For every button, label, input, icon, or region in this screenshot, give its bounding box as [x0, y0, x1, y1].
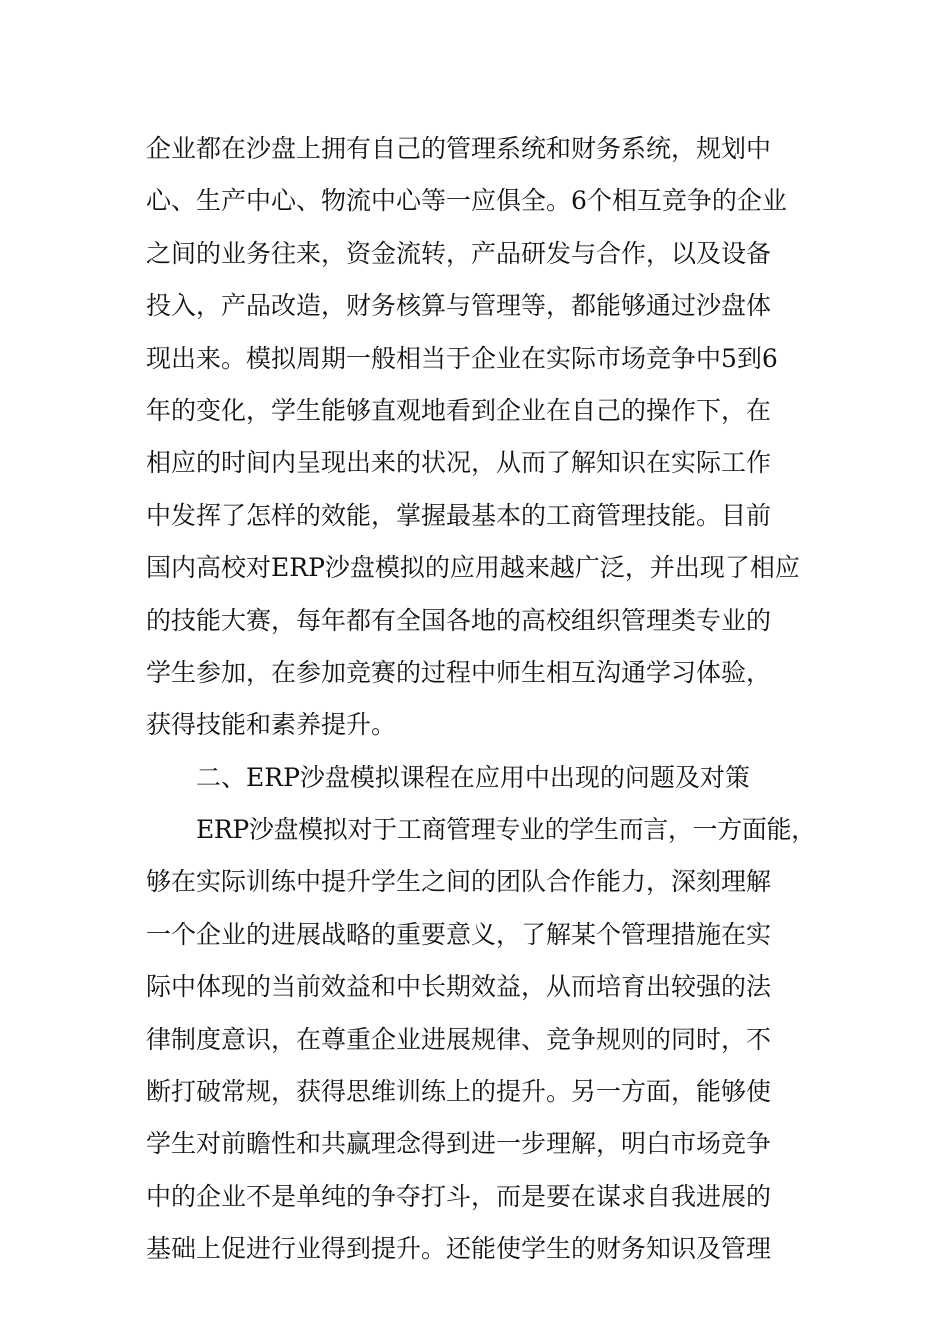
text-line: 一个企业的进展战略的重要意义，了解某个管理措施在实	[146, 919, 772, 949]
text-line: 律制度意识，在尊重企业进展规律、竞争规则的同时，不	[146, 1024, 772, 1054]
text-line: 企业都在沙盘上拥有自己的管理系统和财务系统，规划中	[146, 134, 772, 163]
text-line: 够在实际训练中提升学生之间的团队合作能力，深刻理解	[146, 867, 772, 897]
text-line: 投入，产品改造，财务核算与管理等，都能够通过沙盘体	[146, 291, 772, 321]
text-line: 际中体现的当前效益和中长期效益，从而培育出较强的法	[146, 972, 772, 1002]
text-line: 中的企业不是单纯的争夺打斗，而是要在谋求自我进展的	[146, 1181, 772, 1211]
text-line: 学生参加，在参加竞赛的过程中师生相互沟通学习体验，	[146, 657, 772, 687]
section-heading: 二、ERP沙盘模拟课程在应用中出现的问题及对策	[196, 762, 750, 792]
text-line: 之间的业务往来，资金流转，产品研发与合作，以及设备	[146, 238, 772, 268]
text-line: 获得技能和素养提升。	[146, 710, 397, 740]
text-line: 的技能大赛，每年都有全国各地的高校组织管理类专业的	[146, 605, 772, 635]
text-line: 学生对前瞻性和共赢理念得到进一步理解，明白市场竞争	[146, 1129, 772, 1159]
text-line: 相应的时间内呈现出来的状况，从而了解知识在实际工作	[146, 448, 772, 478]
text-line: 心、生产中心、物流中心等一应俱全。6个相互竞争的企业	[146, 186, 787, 216]
text-line: 现出来。模拟周期一般相当于企业在实际市场竞争中5到6	[146, 343, 778, 373]
body-text	[146, 123, 816, 1276]
text-line: 中发挥了怎样的效能，掌握最基本的工商管理技能。目前	[146, 500, 772, 530]
text-line: 基础上促进行业得到提升。还能使学生的财务知识及管理	[146, 1234, 772, 1264]
text-line: 年的变化，学生能够直观地看到企业在自己的操作下，在	[146, 395, 772, 425]
text-line: ERP沙盘模拟对于工商管理专业的学生而言，一方面能，	[196, 815, 816, 845]
text-line: 断打破常规，获得思维训练上的提升。另一方面，能够使	[146, 1077, 772, 1107]
text-line: 国内高校对ERP沙盘模拟的应用越来越广泛，并出现了相应	[146, 553, 800, 583]
